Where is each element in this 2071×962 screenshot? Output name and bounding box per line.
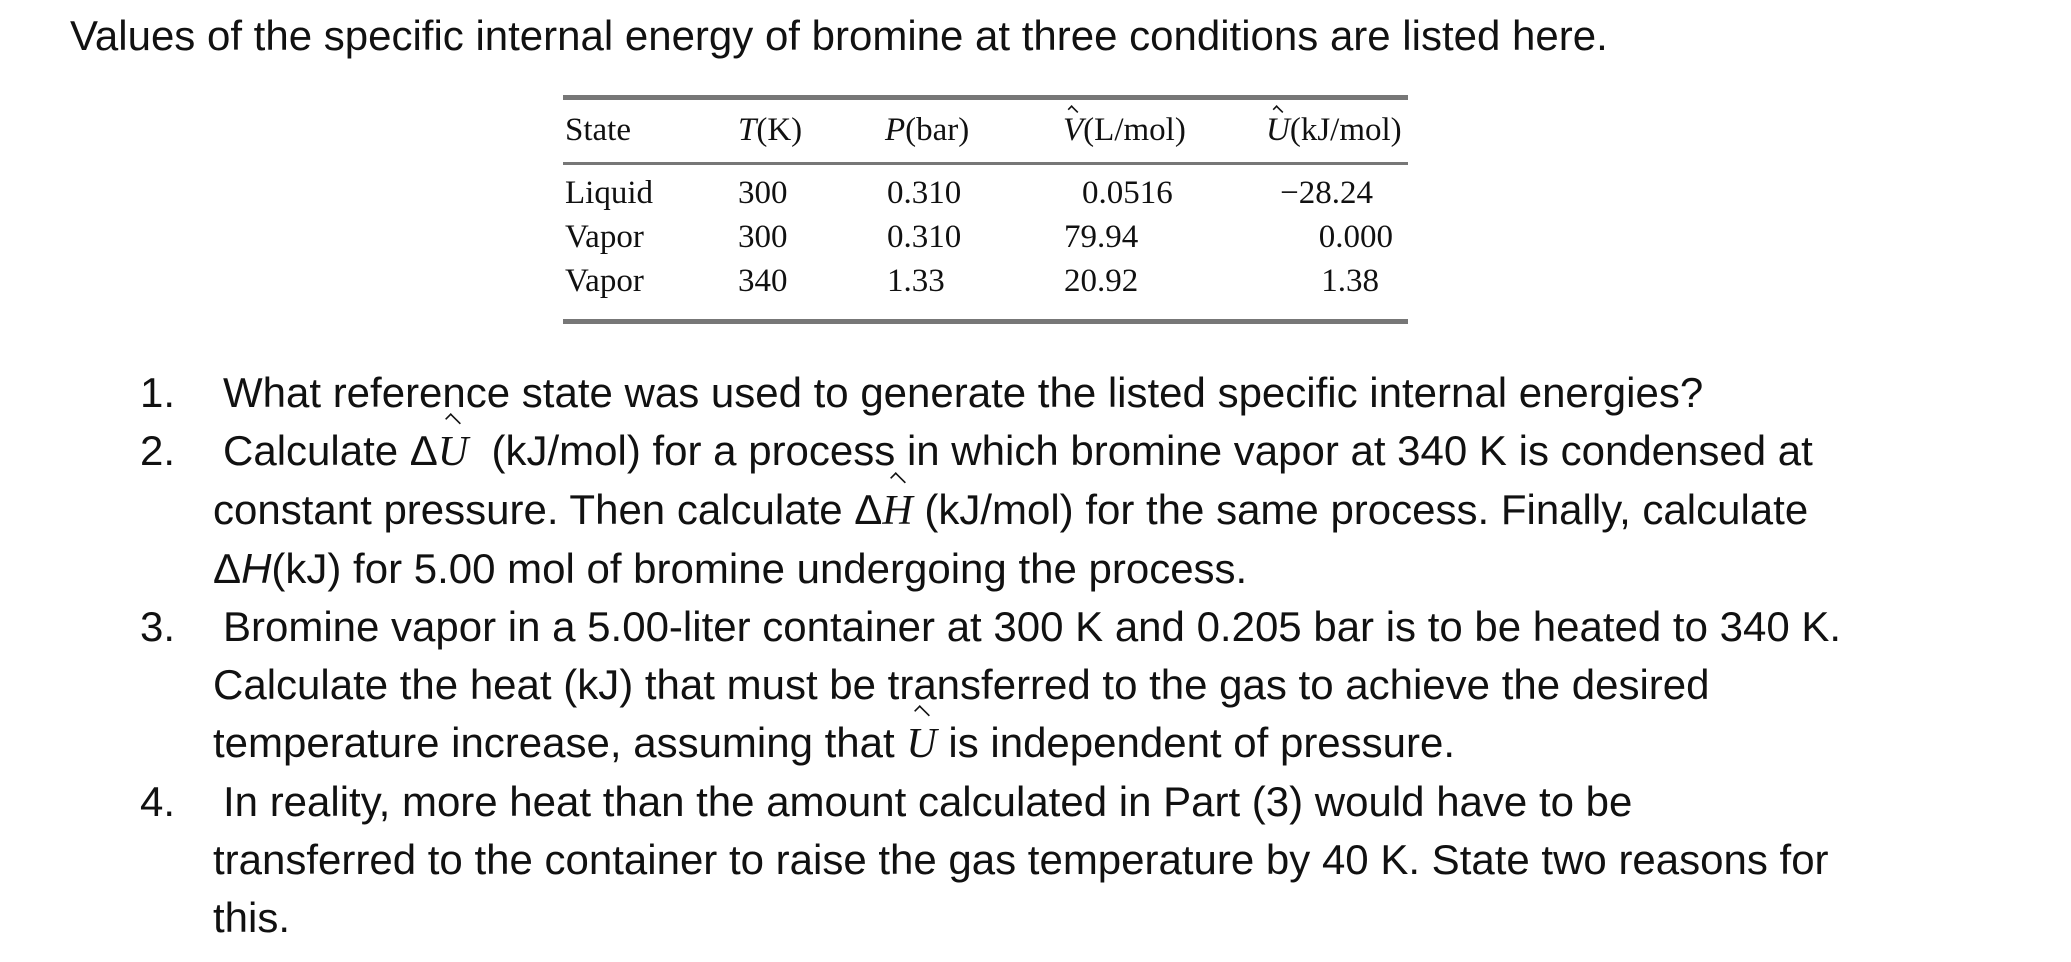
cell-pressure: 1.33 — [887, 263, 945, 299]
question-text: Calculate the heat (kJ) that must be transferred to the gas to achieve the desired — [213, 661, 1710, 708]
header-specific-volume: V(L/mol) — [1063, 112, 1186, 148]
question-text: Calculate ΔU (kJ/mol) for a process in which bromine vapor at 340 K is condensed at — [213, 422, 1970, 481]
cell-temperature: 300 — [738, 175, 788, 211]
question-text: transferred to the container to raise the gas temperature by 40 K. State two reasons for — [213, 836, 1829, 883]
table-row: Vapor 300 0.310 79.94 0.000 — [565, 219, 1393, 255]
table-row: Liquid 300 0.310 0.0516 −28.24 — [565, 175, 1373, 211]
question-text: ΔH(kJ) for 5.00 mol of bromine undergoing the process. — [213, 545, 1248, 592]
header-specific-internal-energy: U(kJ/mol) — [1266, 112, 1402, 148]
header-pressure: P(bar) — [885, 112, 970, 148]
bromine-data-table — [563, 95, 1408, 324]
intro-text: Values of the specific internal energy of bromine at three conditions are listed here. — [70, 12, 1608, 59]
cell-state: Vapor — [565, 219, 644, 255]
question-3 — [140, 598, 1970, 773]
question-number: 2. — [140, 427, 176, 474]
question-number: 1. — [140, 369, 176, 416]
cell-state: Vapor — [565, 263, 644, 299]
table-row: Vapor 340 1.33 20.92 1.38 — [565, 263, 1379, 299]
table-header-row — [563, 100, 1408, 158]
question-4 — [140, 773, 1970, 947]
question-text: constant pressure. Then calculate ΔH (kJ/mol) for the same process. Finally, calculate — [213, 481, 1970, 540]
question-1 — [140, 364, 1970, 422]
header-state: State — [565, 112, 631, 148]
cell-temperature: 340 — [738, 263, 788, 299]
question-list — [140, 364, 1970, 947]
question-text: What reference state was used to generate the listed specific internal energies? — [223, 369, 1704, 416]
question-text: this. — [213, 894, 291, 941]
question-text: Bromine vapor in a 5.00-liter container at 300 K and 0.205 bar is to be heated to 340 K. — [223, 603, 1842, 650]
question-number: 4. — [140, 778, 176, 825]
table-bottom-rule — [563, 319, 1408, 324]
header-temperature: T(K) — [738, 112, 803, 148]
question-2 — [140, 422, 1970, 598]
cell-state: Liquid — [565, 175, 653, 211]
table-header-rule — [563, 162, 1408, 165]
cell-pressure: 0.310 — [887, 175, 962, 211]
cell-temperature: 300 — [738, 219, 788, 255]
cell-pressure: 0.310 — [887, 219, 962, 255]
question-text: In reality, more heat than the amount calculated in Part (3) would have to be — [223, 778, 1633, 825]
question-number: 3. — [140, 603, 176, 650]
question-text: temperature increase, assuming that U is independent of pressure. — [213, 714, 1970, 773]
